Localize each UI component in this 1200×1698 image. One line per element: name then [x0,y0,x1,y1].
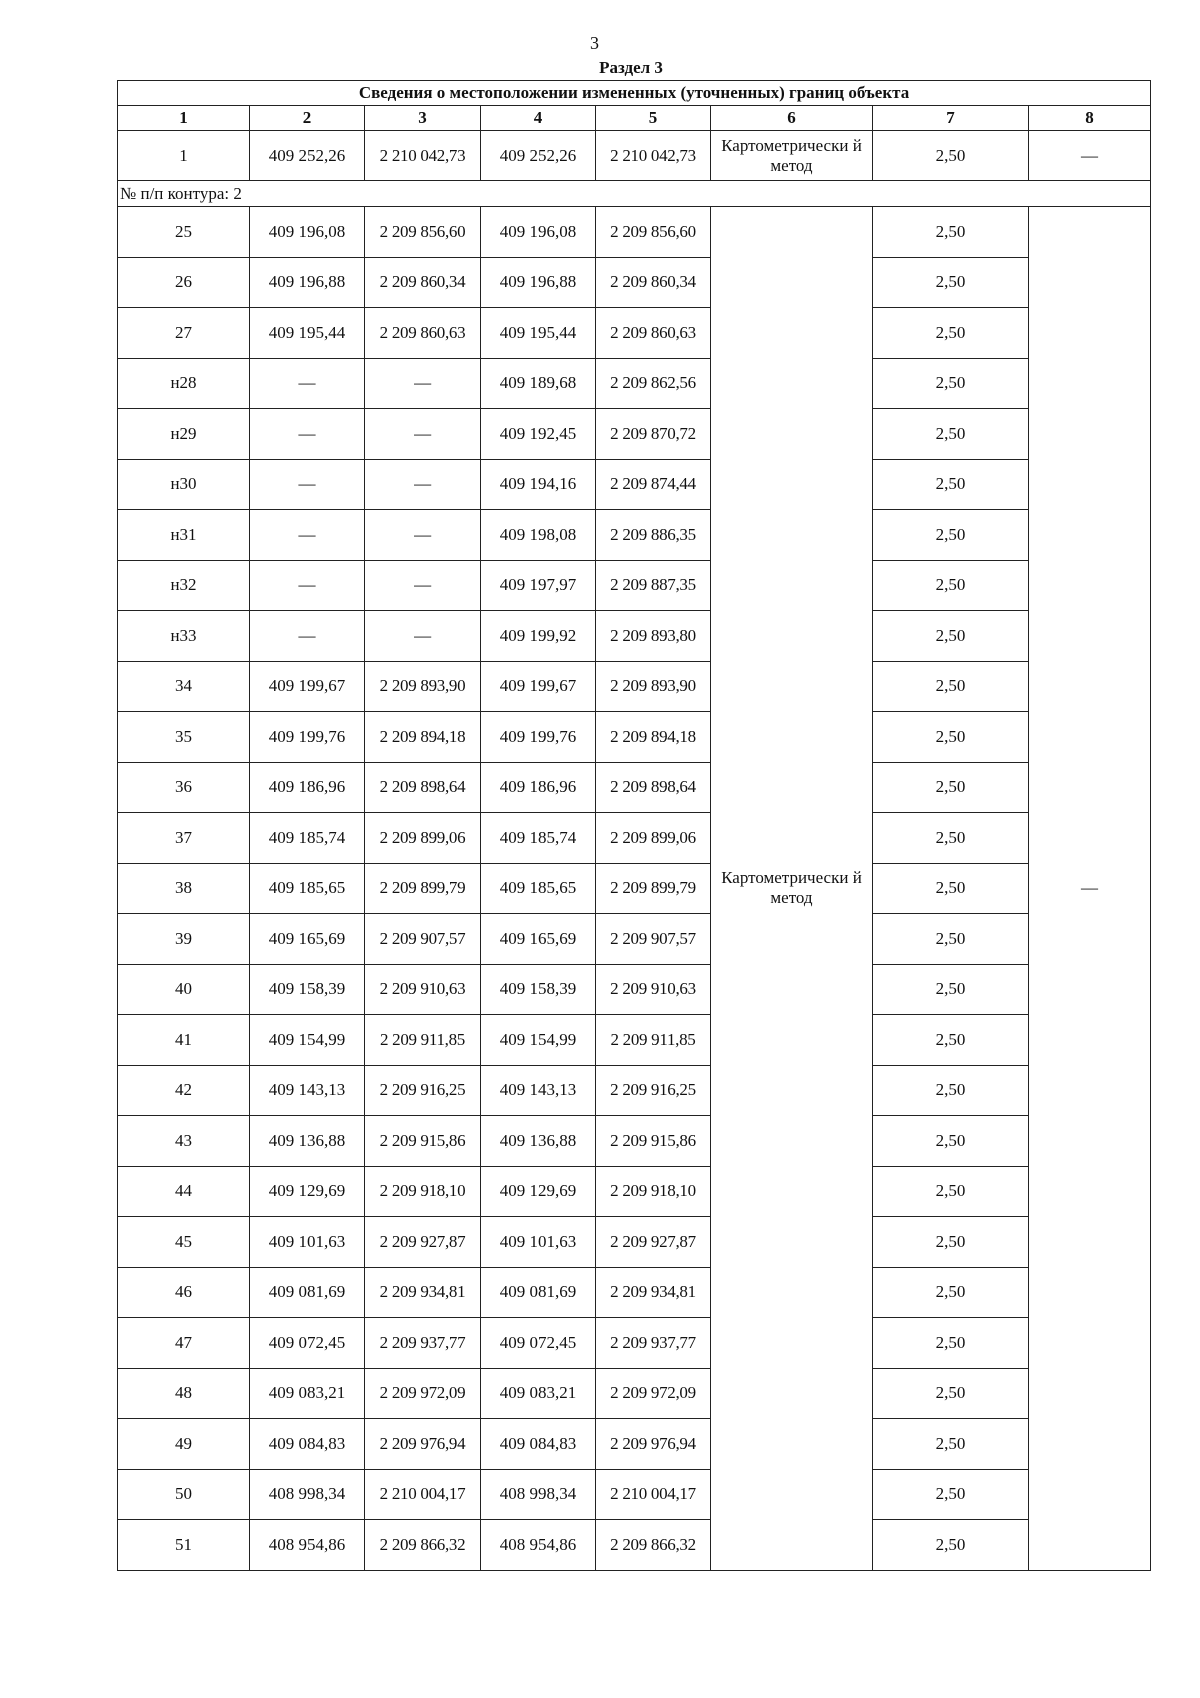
x-existing: 409 101,63 [250,1217,365,1268]
table-row [118,1267,1151,1318]
table-row [118,1520,1151,1571]
y-existing: 2 209 860,63 [365,308,481,359]
accuracy-cell: 2,50 [873,813,1029,864]
x-refined: 409 199,92 [481,611,596,662]
x-refined: 409 143,13 [481,1065,596,1116]
point-number: н30 [118,459,250,510]
y-existing: — [365,409,481,460]
point-number: н28 [118,358,250,409]
y-refined: 2 209 862,56 [596,358,711,409]
column-number: 8 [1029,106,1151,131]
x-refined: 409 158,39 [481,964,596,1015]
method-cell: Картометрически й метод [711,207,873,1571]
y-existing: 2 209 934,81 [365,1267,481,1318]
accuracy-cell: 2,50 [873,1065,1029,1116]
table-row [118,762,1151,813]
x-existing: — [250,560,365,611]
point-number: 43 [118,1116,250,1167]
y-existing: 2 209 918,10 [365,1166,481,1217]
column-number: 5 [596,106,711,131]
point-number: 34 [118,661,250,712]
x-existing: 409 185,65 [250,863,365,914]
x-refined: 409 084,83 [481,1419,596,1470]
table-row [118,863,1151,914]
accuracy-cell: 2,50 [873,1166,1029,1217]
y-existing: 2 209 898,64 [365,762,481,813]
y-refined: 2 209 886,35 [596,510,711,561]
x-existing: 409 199,67 [250,661,365,712]
table-row [118,257,1151,308]
x-refined: 409 198,08 [481,510,596,561]
y-existing: 2 209 927,87 [365,1217,481,1268]
y-refined: 2 209 860,34 [596,257,711,308]
table-row [118,1065,1151,1116]
accuracy-cell: 2,50 [873,914,1029,965]
y-existing: 2 210 042,73 [365,131,481,181]
x-refined: 409 083,21 [481,1368,596,1419]
contour-label: № п/п контура: 2 [118,181,1151,207]
point-number: 46 [118,1267,250,1318]
table-row [118,1116,1151,1167]
x-existing: 409 158,39 [250,964,365,1015]
y-refined: 2 209 915,86 [596,1116,711,1167]
point-number: 40 [118,964,250,1015]
column-number: 3 [365,106,481,131]
point-number: 35 [118,712,250,763]
accuracy-cell: 2,50 [873,1520,1029,1571]
column-number: 6 [711,106,873,131]
x-refined: 408 998,34 [481,1469,596,1520]
y-refined: 2 209 937,77 [596,1318,711,1369]
x-existing: 409 252,26 [250,131,365,181]
y-existing: 2 209 915,86 [365,1116,481,1167]
table-row [118,1166,1151,1217]
point-number: н32 [118,560,250,611]
y-refined: 2 209 976,94 [596,1419,711,1470]
x-existing: 409 072,45 [250,1318,365,1369]
x-refined: 409 252,26 [481,131,596,181]
y-existing: — [365,560,481,611]
table-row [118,1469,1151,1520]
y-refined: 2 209 860,63 [596,308,711,359]
table-row [118,661,1151,712]
accuracy-cell: 2,50 [873,409,1029,460]
x-existing: 409 195,44 [250,308,365,359]
accuracy-cell: 2,50 [873,1318,1029,1369]
point-number: 1 [118,131,250,181]
accuracy-cell: 2,50 [873,131,1029,181]
x-refined: 409 185,65 [481,863,596,914]
column-number: 1 [118,106,250,131]
table-row [118,459,1151,510]
x-existing: 409 185,74 [250,813,365,864]
accuracy-cell: 2,50 [873,611,1029,662]
x-refined: 409 185,74 [481,813,596,864]
table-row [118,712,1151,763]
y-refined: 2 209 972,09 [596,1368,711,1419]
y-refined: 2 209 927,87 [596,1217,711,1268]
accuracy-cell: 2,50 [873,1267,1029,1318]
table-row [118,1015,1151,1066]
accuracy-cell: 2,50 [873,257,1029,308]
point-number: н33 [118,611,250,662]
note-cell: — [1029,207,1151,1571]
point-number: 44 [118,1166,250,1217]
accuracy-cell: 2,50 [873,207,1029,258]
y-existing: 2 209 911,85 [365,1015,481,1066]
table-row [118,207,1151,258]
column-number: 2 [250,106,365,131]
y-refined: 2 209 870,72 [596,409,711,460]
accuracy-cell: 2,50 [873,560,1029,611]
x-refined: 409 189,68 [481,358,596,409]
x-refined: 408 954,86 [481,1520,596,1571]
y-existing: — [365,611,481,662]
table-row [118,1368,1151,1419]
x-existing: 408 998,34 [250,1469,365,1520]
x-existing: 409 186,96 [250,762,365,813]
note-cell: — [1029,131,1151,181]
x-refined: 409 186,96 [481,762,596,813]
x-refined: 409 199,67 [481,661,596,712]
table-row [118,1419,1151,1470]
x-refined: 409 192,45 [481,409,596,460]
y-refined: 2 210 004,17 [596,1469,711,1520]
x-existing: 409 084,83 [250,1419,365,1470]
x-refined: 409 136,88 [481,1116,596,1167]
y-existing: 2 209 899,06 [365,813,481,864]
y-refined: 2 209 874,44 [596,459,711,510]
x-refined: 409 101,63 [481,1217,596,1268]
y-refined: 2 209 910,63 [596,964,711,1015]
y-existing: 2 209 866,32 [365,1520,481,1571]
table-row [118,131,1151,181]
table-row [118,308,1151,359]
x-refined: 409 081,69 [481,1267,596,1318]
point-number: 38 [118,863,250,914]
y-refined: 2 209 898,64 [596,762,711,813]
point-number: 42 [118,1065,250,1116]
table-row [118,964,1151,1015]
point-number: н29 [118,409,250,460]
y-refined: 2 209 893,80 [596,611,711,662]
table-row [118,813,1151,864]
y-existing: — [365,510,481,561]
x-refined: 409 165,69 [481,914,596,965]
x-existing: 409 083,21 [250,1368,365,1419]
x-existing: 409 136,88 [250,1116,365,1167]
column-number: 7 [873,106,1029,131]
column-number-row [118,106,1151,131]
x-refined: 409 196,88 [481,257,596,308]
column-number: 4 [481,106,596,131]
y-refined: 2 209 893,90 [596,661,711,712]
boundary-table [117,80,1151,1571]
accuracy-cell: 2,50 [873,1419,1029,1470]
point-number: 39 [118,914,250,965]
accuracy-cell: 2,50 [873,1015,1029,1066]
point-number: 25 [118,207,250,258]
y-refined: 2 209 899,79 [596,863,711,914]
point-number: 47 [118,1318,250,1369]
accuracy-cell: 2,50 [873,661,1029,712]
point-number: 26 [118,257,250,308]
y-refined: 2 209 918,10 [596,1166,711,1217]
point-number: 50 [118,1469,250,1520]
accuracy-cell: 2,50 [873,863,1029,914]
accuracy-cell: 2,50 [873,459,1029,510]
x-existing: 409 154,99 [250,1015,365,1066]
x-existing: 408 954,86 [250,1520,365,1571]
table-row [118,611,1151,662]
point-number: 49 [118,1419,250,1470]
table-row [118,358,1151,409]
y-existing: 2 209 899,79 [365,863,481,914]
point-number: 41 [118,1015,250,1066]
y-existing: 2 209 893,90 [365,661,481,712]
table-row [118,1217,1151,1268]
y-existing: 2 209 916,25 [365,1065,481,1116]
y-existing: 2 209 972,09 [365,1368,481,1419]
x-refined: 409 129,69 [481,1166,596,1217]
accuracy-cell: 2,50 [873,308,1029,359]
x-existing: 409 165,69 [250,914,365,965]
accuracy-cell: 2,50 [873,1469,1029,1520]
table-row [118,510,1151,561]
x-existing: — [250,358,365,409]
y-existing: 2 209 907,57 [365,914,481,965]
y-refined: 2 210 042,73 [596,131,711,181]
x-existing: 409 196,08 [250,207,365,258]
table-row [118,914,1151,965]
accuracy-cell: 2,50 [873,510,1029,561]
y-refined: 2 209 934,81 [596,1267,711,1318]
accuracy-cell: 2,50 [873,762,1029,813]
accuracy-cell: 2,50 [873,964,1029,1015]
point-number: 27 [118,308,250,359]
x-existing: — [250,510,365,561]
y-existing: 2 209 894,18 [365,712,481,763]
accuracy-cell: 2,50 [873,1116,1029,1167]
y-refined: 2 209 911,85 [596,1015,711,1066]
table-caption: Сведения о местоположении измененных (уточненных) границ объекта [118,81,1151,106]
y-refined: 2 209 907,57 [596,914,711,965]
table-row [118,409,1151,460]
point-number: 51 [118,1520,250,1571]
x-existing: — [250,611,365,662]
point-number: 36 [118,762,250,813]
y-refined: 2 209 899,06 [596,813,711,864]
accuracy-cell: 2,50 [873,1368,1029,1419]
x-existing: — [250,409,365,460]
y-existing: 2 209 860,34 [365,257,481,308]
point-number: 45 [118,1217,250,1268]
point-number: 48 [118,1368,250,1419]
x-existing: 409 143,13 [250,1065,365,1116]
x-refined: 409 199,76 [481,712,596,763]
y-existing: 2 209 976,94 [365,1419,481,1470]
y-existing: — [365,358,481,409]
x-existing: 409 196,88 [250,257,365,308]
y-existing: — [365,459,481,510]
x-existing: 409 081,69 [250,1267,365,1318]
x-refined: 409 194,16 [481,459,596,510]
y-existing: 2 209 856,60 [365,207,481,258]
x-refined: 409 195,44 [481,308,596,359]
y-existing: 2 210 004,17 [365,1469,481,1520]
y-existing: 2 209 910,63 [365,964,481,1015]
table-row [118,1318,1151,1369]
section-title: Раздел 3 [599,58,663,77]
y-refined: 2 209 856,60 [596,207,711,258]
y-refined: 2 209 887,35 [596,560,711,611]
x-refined: 409 197,97 [481,560,596,611]
x-refined: 409 196,08 [481,207,596,258]
x-existing: 409 199,76 [250,712,365,763]
accuracy-cell: 2,50 [873,1217,1029,1268]
y-existing: 2 209 937,77 [365,1318,481,1369]
accuracy-cell: 2,50 [873,358,1029,409]
point-number: 37 [118,813,250,864]
y-refined: 2 209 866,32 [596,1520,711,1571]
x-existing: — [250,459,365,510]
table-row [118,560,1151,611]
point-number: н31 [118,510,250,561]
y-refined: 2 209 894,18 [596,712,711,763]
x-refined: 409 072,45 [481,1318,596,1369]
x-existing: 409 129,69 [250,1166,365,1217]
accuracy-cell: 2,50 [873,712,1029,763]
x-refined: 409 154,99 [481,1015,596,1066]
y-refined: 2 209 916,25 [596,1065,711,1116]
method-cell: Картометрически й метод [711,131,873,181]
